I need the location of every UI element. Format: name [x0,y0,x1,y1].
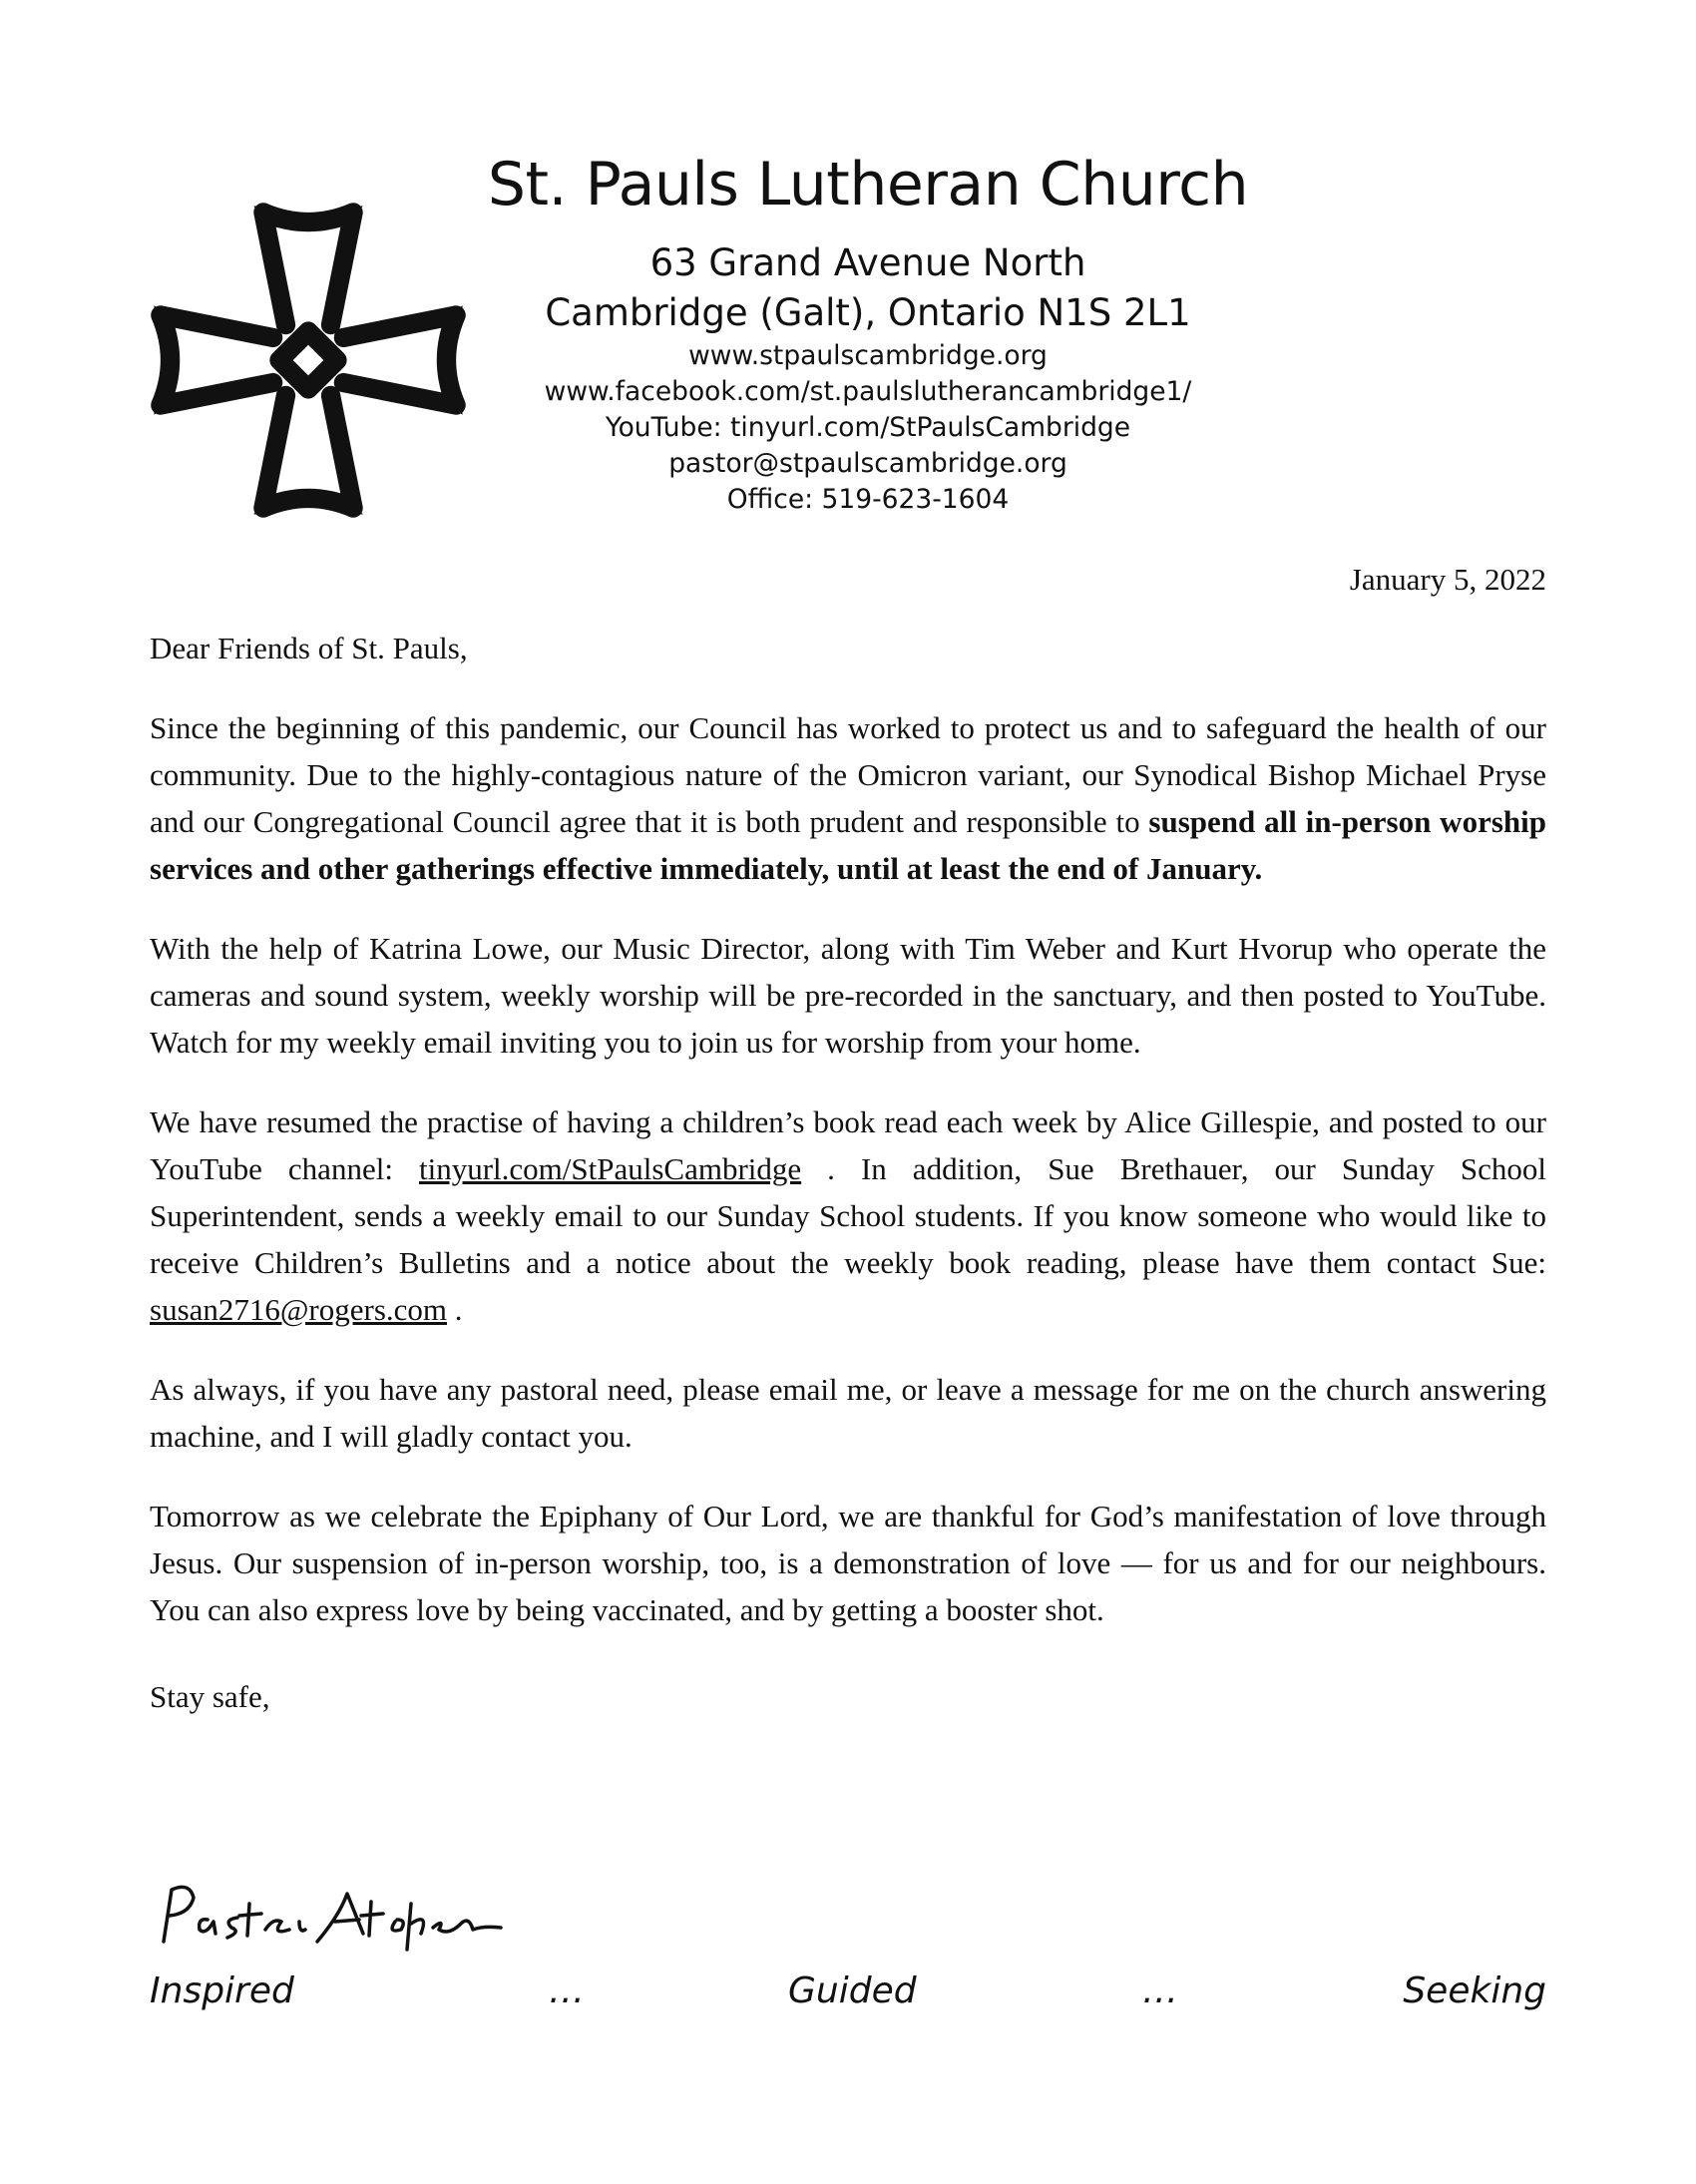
cross-logo-icon [148,200,469,521]
paragraph-3-text-c: . [447,1292,463,1327]
sue-email-link[interactable]: susan2716@rogers.com [150,1292,448,1327]
paragraph-1-text: Since the beginning of this pandemic, our Council has worked to protect us and to safeguard the health of our community. Due to the highly-contagious nature of the Omicron variant, our Synodical Bishop Michael Pryse and our Congregational Council agree that it is both prudent and responsible to [150,710,1546,839]
facebook-link[interactable]: www.facebook.com/st.paulslutherancambridge1/ [544,376,1192,407]
church-name: St. Pauls Lutheran Church [487,150,1249,219]
paragraph-3-text-b: . In addition, Sue Brethauer, our Sunday School Superintendent, sends a weekly email to our Sunday School students. If you know someone who would like to receive Children’s Bulletins and a notice about the weekly book reading, please have them contact Sue: [150,1151,1546,1280]
address-line-1: 63 Grand Avenue North [649,241,1086,284]
motto-inspired: Inspired [150,1970,294,2011]
motto-separator-2: … [1142,1970,1178,2011]
address-line-2: Cambridge (Galt), Ontario N1S 2L1 [545,291,1191,334]
youtube-link[interactable]: YouTube: tinyurl.com/StPaulsCambridge [605,412,1131,443]
paragraph-3-text-a: We have resumed the practise of having a children’s book read each week by Alice Gillespie, and posted to our YouTube channel: [150,1104,1546,1186]
paragraph-1 [150,704,1546,892]
motto-guided: Guided [788,1970,917,2011]
letterhead [439,145,1297,518]
paragraph-1-bold: suspend all in-person worship services and other gatherings effective immediately, until at least the end of January. [150,804,1546,886]
motto [150,1970,1546,2020]
signature [150,1864,509,1964]
email-link[interactable]: pastor@stpaulscambridge.org [668,448,1067,479]
paragraph-3 [150,1098,1546,1333]
motto-seeking: Seeking [1403,1970,1546,2011]
office-phone: Office: 519-623-1604 [726,484,1010,515]
closing: Stay safe, [150,1679,270,1714]
paragraph-4: As always, if you have any pastoral need, please email me, or leave a message for me on the church answering machine, and I will gladly contact you. [150,1372,1546,1454]
motto-separator-1: … [549,1970,585,2011]
youtube-channel-link[interactable]: tinyurl.com/StPaulsCambridge [418,1151,802,1186]
letter-date: January 5, 2022 [1349,562,1546,597]
paragraph-2: With the help of Katrina Lowe, our Music Director, along with Tim Weber and Kurt Hvorup who operate the cameras and sound system, weekly worship will be pre-recorded in the sanctuary, and then posted to YouTube. Watch for my weekly email inviting you to join us for worship from your home. [150,931,1546,1060]
greeting: Dear Friends of St. Pauls, [150,631,468,665]
letter-body [150,556,1546,1720]
paragraph-5: Tomorrow as we celebrate the Epiphany of Our Lord, we are thankful for God’s manifestation of love through Jesus. Our suspension of in-person worship, too, is a demonstration of love — for us and for our neighbours. You can also express love by being vaccinated, and by getting a booster shot. [150,1499,1546,1627]
website-link[interactable]: www.stpaulscambridge.org [688,340,1048,371]
